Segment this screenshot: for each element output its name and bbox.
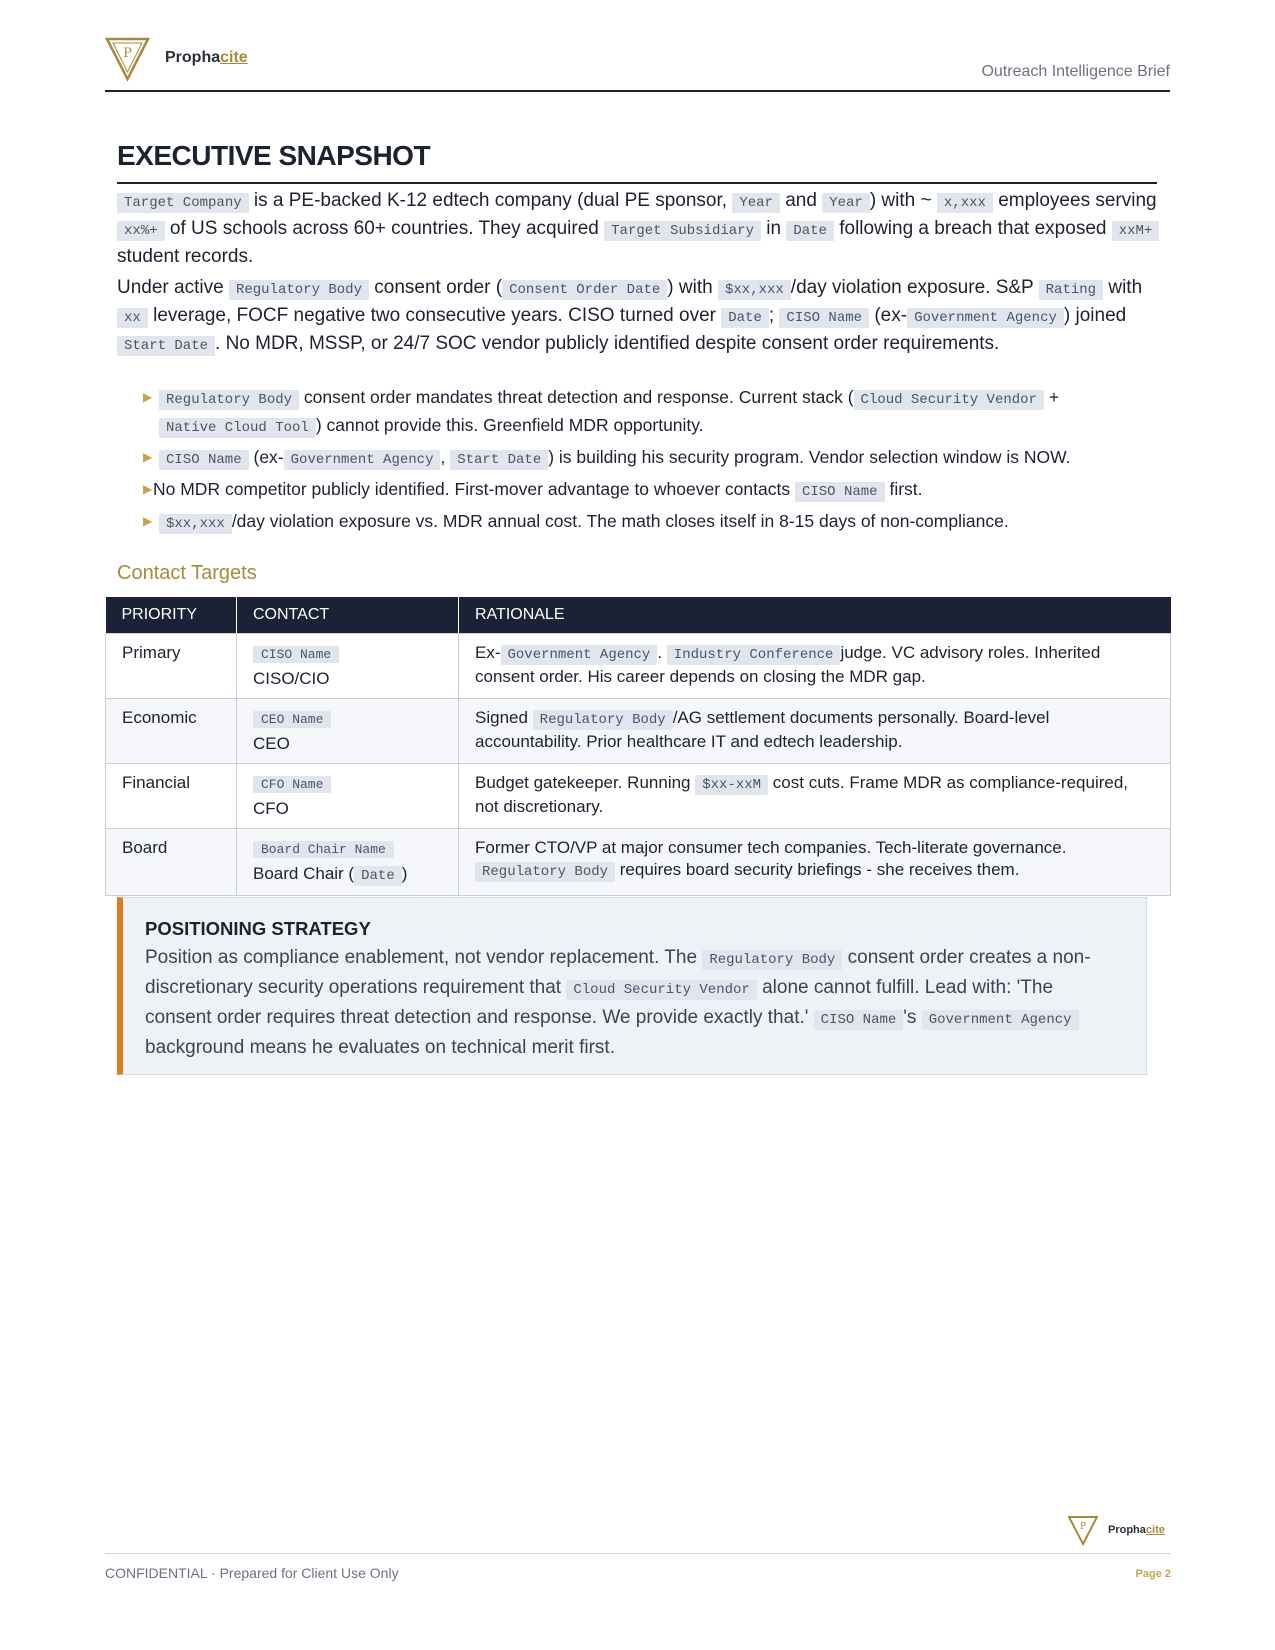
priority-cell: Financial	[106, 764, 237, 829]
placeholder-tag: Regulatory Body	[475, 862, 615, 882]
snapshot-paragraph-1: Target Company is a PE-backed K-12 edtech company (dual PE sponsor, Year and Year ) with ~ x,xxx employees serving xx%+ of US schools across 60+ countries. They acquired Target Subsidiary in Date following a breach that exposed xxM+ student records.	[117, 188, 1167, 270]
callout-body: Position as compliance enablement, not vendor replacement. The Regulatory Body consent order creates a non-discretionary security operations requirement that Cloud Security Vendor alone cannot fulfill. Lead with: 'The consent order requires threat detection and response. We provide exactly that.' CISO Name 's Government Agency background means he evaluates on technical merit first.	[145, 947, 1091, 1058]
placeholder-tag: Rating	[1039, 280, 1103, 300]
column-header-priority: PRIORITY	[106, 597, 237, 634]
placeholder-tag: Government Agency	[284, 450, 441, 470]
prophacite-logo-icon	[105, 37, 150, 82]
placeholder-tag: $xx-xxM	[695, 775, 768, 795]
placeholder-tag: CISO Name	[159, 450, 249, 470]
triangle-bullet-icon: ▶	[143, 514, 153, 528]
rationale-cell: Former CTO/VP at major consumer tech companies. Tech-literate governance. Regulatory Body requires board security briefings - she receives them.	[459, 829, 1171, 896]
placeholder-tag: Start Date	[450, 450, 548, 470]
contact-targets-table	[105, 597, 1171, 896]
contact-name-tag: CEO Name	[253, 711, 331, 728]
table-row	[106, 634, 1171, 699]
contact-cell	[237, 764, 459, 829]
placeholder-tag: Start Date	[117, 336, 215, 356]
key-points-list	[143, 385, 1173, 541]
placeholder-tag: Cloud Security Vendor	[566, 980, 756, 1000]
priority-cell: Primary	[106, 634, 237, 699]
positioning-strategy-callout	[117, 897, 1147, 1075]
svg-text:P: P	[1079, 1522, 1087, 1532]
placeholder-tag: Government Agency	[922, 1010, 1079, 1030]
placeholder-tag: CISO Name	[795, 482, 885, 502]
placeholder-tag: Regulatory Body	[533, 710, 673, 730]
placeholder-tag: Target Subsidiary	[604, 221, 761, 241]
contact-cell	[237, 829, 459, 896]
rationale-cell: Budget gatekeeper. Running $xx-xxM cost cuts. Frame MDR as compliance-required, not discretionary.	[459, 764, 1171, 829]
snapshot-paragraph-2: Under active Regulatory Body consent order ( Consent Order Date ) with $xx,xxx /day violation exposure. S&P Rating with xx leverage, FOCF negative two consecutive years. CISO turned over Date ; CISO Name (ex- Government Agency ) joined Start Date . No MDR, MSSP, or 24/7 SOC vendor publicly identified despite consent order requirements.	[117, 277, 1143, 354]
contact-title: CEO	[253, 734, 290, 753]
placeholder-tag: Regulatory Body	[159, 390, 299, 410]
callout-title: POSITIONING STRATEGY	[145, 918, 371, 939]
placeholder-tag: Government Agency	[501, 645, 658, 665]
priority-cell: Board	[106, 829, 237, 896]
placeholder-tag: Target Company	[117, 193, 249, 213]
placeholder-tag: CISO Name	[814, 1010, 904, 1030]
triangle-bullet-icon: ▶	[143, 390, 153, 404]
placeholder-tag: Cloud Security Vendor	[854, 390, 1044, 410]
rationale-cell: Signed Regulatory Body /AG settlement documents personally. Board-level accountability. Prior healthcare IT and edtech leadership.	[459, 699, 1171, 764]
placeholder-tag: Date	[721, 308, 769, 328]
list-item: ▶ $xx,xxx /day violation exposure vs. MDR annual cost. The math closes itself in 8-15 days of non-compliance.	[143, 511, 1009, 532]
placeholder-tag: Regulatory Body	[702, 950, 842, 970]
placeholder-tag: CISO Name	[779, 308, 869, 328]
footer-divider	[105, 1553, 1171, 1554]
placeholder-tag: Government Agency	[907, 308, 1064, 328]
logo-letter: P	[123, 46, 132, 61]
column-header-contact: CONTACT	[237, 597, 459, 634]
placeholder-tag: xx%+	[117, 221, 165, 241]
contact-cell	[237, 699, 459, 764]
placeholder-tag: x,xxx	[937, 193, 993, 213]
priority-cell: Economic	[106, 699, 237, 764]
placeholder-tag: Industry Conference	[667, 645, 841, 665]
placeholder-tag: Year	[732, 193, 780, 213]
contact-title: CISO/CIO	[253, 669, 330, 688]
table-row	[106, 699, 1171, 764]
list-item: ▶ Regulatory Body consent order mandates threat detection and response. Current stack ( Cloud Security Vendor + Native Cloud Tool ) cannot provide this. Greenfield MDR opportunity.	[143, 387, 1060, 436]
contact-name-tag: Board Chair Name	[253, 841, 394, 858]
document-label: Outreach Intelligence Brief	[981, 63, 1170, 80]
placeholder-tag: $xx,xxx	[718, 280, 791, 300]
placeholder-tag: Consent Order Date	[502, 280, 667, 300]
table-header-row	[106, 597, 1171, 634]
contact-title: CFO	[253, 799, 289, 818]
triangle-bullet-icon: ▶	[143, 450, 153, 464]
placeholder-tag: Year	[822, 193, 870, 213]
placeholder-tag: $xx,xxx	[159, 514, 232, 534]
list-item: ▶ No MDR competitor publicly identified. First-mover advantage to whoever contacts CISO Name first.	[143, 479, 923, 500]
section-title: EXECUTIVE SNAPSHOT	[117, 140, 1157, 184]
column-header-rationale: RATIONALE	[459, 597, 1171, 634]
brand-name: Prophacite	[165, 49, 248, 66]
contact-name-tag: CFO Name	[253, 776, 331, 793]
footer-logo	[1068, 1516, 1168, 1551]
contact-cell	[237, 634, 459, 699]
placeholder-tag: xx	[117, 308, 148, 328]
list-item: ▶ CISO Name (ex- Government Agency , Start Date ) is building his security program. Vendor selection window is NOW.	[143, 447, 1071, 468]
placeholder-tag: Native Cloud Tool	[159, 418, 316, 438]
contact-title: Board Chair ( Date )	[253, 864, 408, 884]
contact-name-tag: CISO Name	[253, 646, 339, 663]
placeholder-tag: xxM+	[1112, 221, 1160, 241]
confidential-notice: CONFIDENTIAL · Prepared for Client Use Only	[105, 1565, 399, 1581]
prophacite-logo-icon	[1068, 1516, 1098, 1546]
footer-brand-name: Prophacite	[1108, 1524, 1165, 1536]
triangle-bullet-icon: ▶	[143, 482, 153, 496]
page-number: Page 2	[1135, 1568, 1171, 1580]
placeholder-tag: Date	[354, 866, 402, 886]
rationale-cell: Ex- Government Agency . Industry Conference judge. VC advisory roles. Inherited consent order. His career depends on closing the MDR gap.	[459, 634, 1171, 699]
placeholder-tag: Date	[786, 221, 834, 241]
table-row	[106, 764, 1171, 829]
table-row	[106, 829, 1171, 896]
placeholder-tag: Regulatory Body	[229, 280, 369, 300]
contact-targets-heading: Contact Targets	[117, 562, 257, 584]
page-header	[105, 35, 1170, 92]
